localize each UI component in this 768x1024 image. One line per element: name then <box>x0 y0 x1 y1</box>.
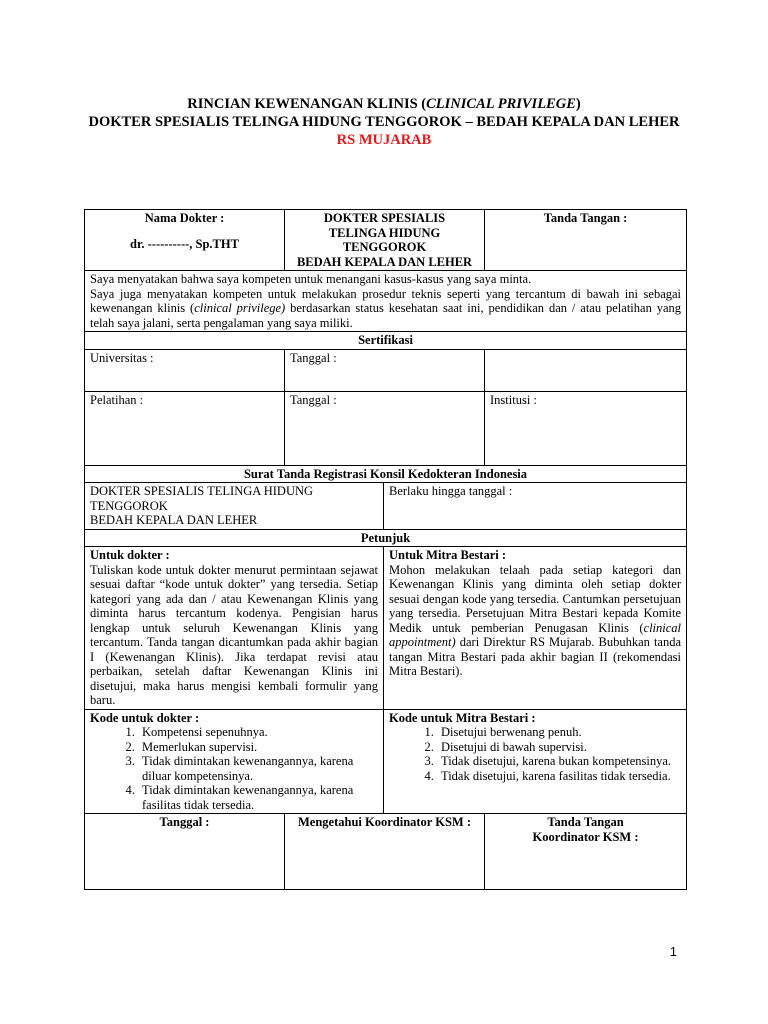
list-item: 1. Disetujui berwenang penuh. <box>437 725 681 740</box>
petunjuk-dokter-text: Tuliskan kode untuk dokter menurut permintaan sejawat sesuai daftar “kode untuk dokter” yang tersedia. Setiap kategori yang ada dan / atau Kewenangan Klinis yang diminta harus tercantum kodenya. Pengisian harus lengkap untuk seluruh Kewenangan Klinis yang tercantum. Tanda tangan dicantumkan pada akhir bagian I (Kewenangan Klinis). Jika terdapat revisi atau perbaikan, setelah daftar Kewenangan Klinis ini disetujui, maka harus mengisi kembali formulir yang baru. <box>90 562 378 707</box>
sertifikasi-title-row <box>85 332 687 350</box>
petunjuk-title: Petunjuk <box>85 529 687 547</box>
footer-coordinator-field[interactable]: Mengetahui Koordinator KSM : <box>285 814 485 890</box>
str-title: Surat Tanda Registrasi Konsil Kedokteran Indonesia <box>85 465 687 483</box>
petunjuk-mitra-text: Mohon melakukan telaah pada setiap kategori dan Kewenangan Klinis yang diminta oleh setiap dokter sesuai dengan kode yang tersedia. Cantumkan persetujuan yang tersedia. Persetujuan Mitra Bestari kepada Komite Medik untuk pemberian Penugasan Klinis (clinical appointment) dari Direktur RS Mujarab. Bubuhkan tanda tangan Mitra Bestari pada akhir bagian II (rekomendasi Mitra Bestari). <box>389 562 682 678</box>
tanggal-universitas-field[interactable]: Tanggal : <box>285 349 485 391</box>
universitas-row <box>85 349 687 391</box>
footer-date-field[interactable]: Tanggal : <box>85 814 285 890</box>
statement-p2: Saya juga menyatakan kompeten untuk melakukan prosedur teknis seperti yang tercantum di bawah ini sebagai kewenangan klinis (clinical privilege) berdasarkan status kesehatan saat ini, pendidikan dan / atau pelatihan yang telah saya jalani, serta pengalaman yang saya miliki. <box>90 286 682 330</box>
sertifikasi-title: Sertifikasi <box>85 332 687 350</box>
str-valid-until-field[interactable]: Berlaku hingga tanggal : <box>384 483 687 530</box>
petunjuk-mitra-cell <box>384 547 687 710</box>
statement-cell <box>85 271 687 332</box>
petunjuk-dokter-cell <box>85 547 384 710</box>
page-number: 1 <box>669 944 677 959</box>
list-item: 3. Tidak dimintakan kewenangannya, karena diluar kompetensinya. <box>138 754 378 783</box>
specialty-cell: DOKTER SPESIALIS TELINGA HIDUNG TENGGOROK BEDAH KEPALA DAN LEHER <box>285 210 485 271</box>
doctor-row <box>85 210 687 271</box>
petunjuk-mitra-title: Untuk Mitra Bestari : <box>389 548 506 562</box>
universitas-field[interactable]: Universitas : <box>85 349 285 391</box>
list-item: 1. Kompetensi sepenuhnya. <box>138 725 378 740</box>
list-item: 2. Memerlukan supervisi. <box>138 740 378 755</box>
list-item: 4. Tidak disetujui, karena fasilitas tidak tersedia. <box>437 769 681 784</box>
kode-dokter-list <box>90 725 378 812</box>
hospital-name: RS MUJARAB <box>336 132 432 148</box>
kode-dokter-title: Kode untuk dokter : <box>90 710 200 725</box>
pelatihan-field[interactable]: Pelatihan : <box>85 391 285 465</box>
footer-signature-field[interactable]: Tanda Tangan Koordinator KSM : <box>485 814 687 890</box>
petunjuk-title-row <box>85 529 687 547</box>
signature-label: Tanda Tangan : <box>543 211 628 225</box>
petunjuk-row <box>85 547 687 710</box>
doc-title-line2: DOKTER SPESIALIS TELINGA HIDUNG TENGGOROK – BEDAH KEPALA DAN LEHER <box>88 114 680 130</box>
institusi-field[interactable]: Institusi : <box>485 391 687 465</box>
str-specialty-cell: DOKTER SPESIALIS TELINGA HIDUNG TENGGOROK BEDAH KEPALA DAN LEHER <box>85 483 384 530</box>
statement-row <box>85 271 687 332</box>
signature-cell[interactable] <box>485 210 687 271</box>
list-item: 2. Disetujui di bawah supervisi. <box>437 740 681 755</box>
list-item: 3. Tidak disetujui, karena bukan kompetensinya. <box>437 754 681 769</box>
pelatihan-row <box>85 391 687 465</box>
kode-dokter-cell <box>85 709 384 814</box>
doc-title-line1: RINCIAN KEWENANGAN KLINIS (CLINICAL PRIVILEGE) <box>187 96 581 112</box>
str-row <box>85 483 687 530</box>
kode-mitra-list <box>389 725 681 783</box>
footer-row <box>85 814 687 890</box>
doctor-name-value: dr. ----------, Sp.THT <box>130 236 239 251</box>
privilege-form <box>84 209 687 890</box>
list-item: 4. Tidak dimintakan kewenangannya, karena fasilitas tidak tersedia. <box>138 783 378 812</box>
statement-p1: Saya menyatakan bahwa saya kompeten untuk menangani kasus-kasus yang saya minta. <box>90 272 532 286</box>
universitas-empty-cell[interactable] <box>485 349 687 391</box>
document-header <box>84 95 684 149</box>
kode-mitra-title: Kode untuk Mitra Bestari : <box>389 710 536 725</box>
petunjuk-dokter-title: Untuk dokter : <box>90 548 170 562</box>
kode-row <box>85 709 687 814</box>
doctor-name-cell[interactable] <box>85 210 285 271</box>
kode-mitra-cell <box>384 709 687 814</box>
tanggal-pelatihan-field[interactable]: Tanggal : <box>285 391 485 465</box>
str-title-row <box>85 465 687 483</box>
doctor-name-label: Nama Dokter : <box>144 211 225 225</box>
